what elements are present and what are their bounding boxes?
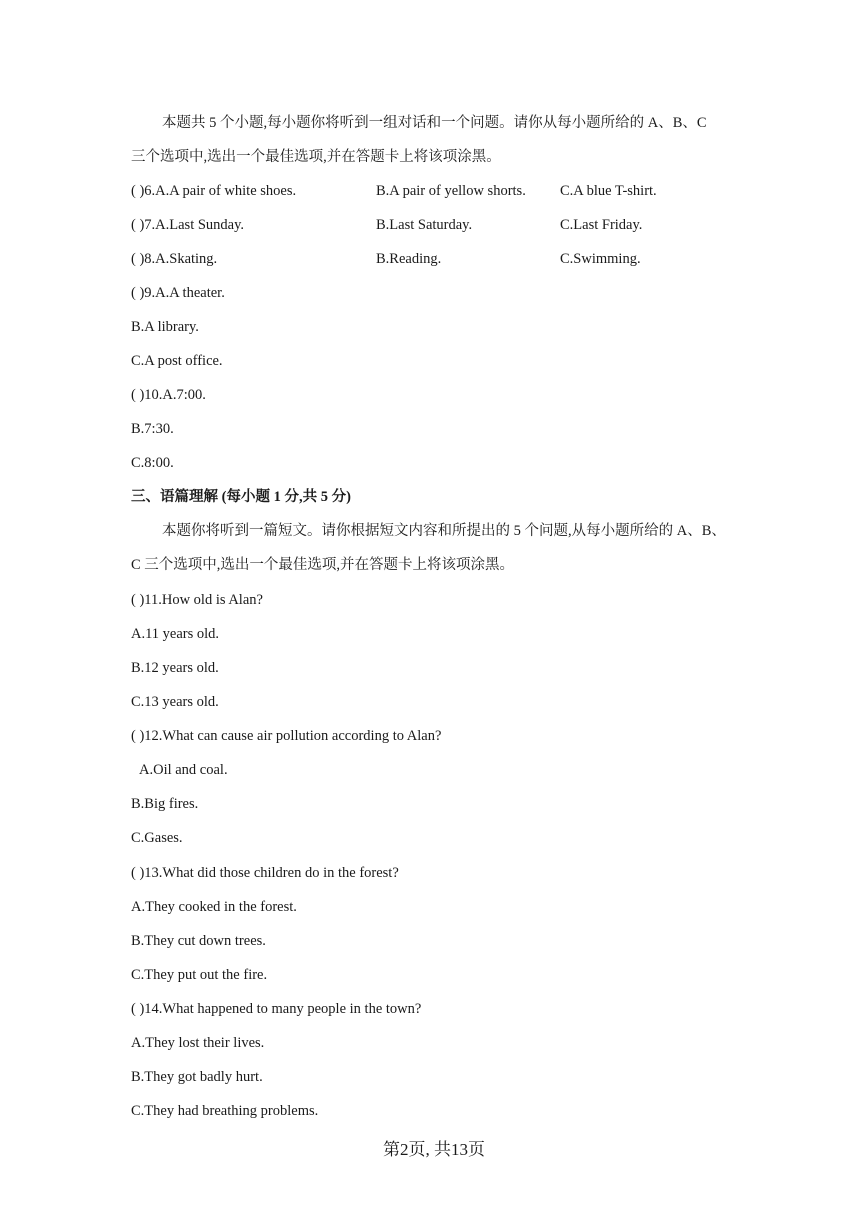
question-10-stem: ( )10.A.7:00. bbox=[131, 387, 206, 403]
question-13-stem: ( )13.What did those children do in the forest? bbox=[131, 865, 399, 881]
question-13-option-a: A.They cooked in the forest. bbox=[131, 899, 297, 915]
question-7-option-c: C.Last Friday. bbox=[560, 217, 643, 233]
question-10-option-c: C.8:00. bbox=[131, 455, 174, 471]
question-9-option-b: B.A library. bbox=[131, 319, 199, 335]
question-14-option-c: C.They had breathing problems. bbox=[131, 1103, 319, 1119]
question-14-stem: ( )14.What happened to many people in the town? bbox=[131, 1001, 422, 1017]
question-9-option-c: C.A post office. bbox=[131, 353, 223, 369]
question-13-option-c: C.They put out the fire. bbox=[131, 967, 268, 983]
question-10-option-b: B.7:30. bbox=[131, 421, 174, 437]
question-11-option-c: C.13 years old. bbox=[131, 694, 219, 710]
question-7-stem: ( )7.A.Last Sunday. bbox=[131, 217, 245, 233]
section-3-instruction-line-2: C 三个选项中,选出一个最佳选项,并在答题卡上将该项涂黑。 bbox=[131, 557, 515, 573]
instruction-line-2: 三个选项中,选出一个最佳选项,并在答题卡上将该项涂黑。 bbox=[131, 149, 501, 165]
question-8-option-c: C.Swimming. bbox=[560, 251, 641, 267]
question-6-option-c: C.A blue T-shirt. bbox=[560, 183, 657, 199]
question-7-option-b: B.Last Saturday. bbox=[376, 217, 473, 233]
section-3-instruction-line-1: 本题你将听到一篇短文。请你根据短文内容和所提出的 5 个问题,从每小题所给的 A、B、 bbox=[162, 523, 726, 539]
question-13-option-b: B.They cut down trees. bbox=[131, 933, 266, 949]
question-12-option-c: C.Gases. bbox=[131, 830, 183, 846]
question-8-option-b: B.Reading. bbox=[376, 251, 442, 267]
question-9-stem: ( )9.A.A theater. bbox=[131, 285, 225, 301]
question-6-option-b: B.A pair of yellow shorts. bbox=[376, 183, 526, 199]
question-11-stem: ( )11.How old is Alan? bbox=[131, 592, 263, 608]
question-12-stem: ( )12.What can cause air pollution according to Alan? bbox=[131, 728, 442, 744]
question-8-stem: ( )8.A.Skating. bbox=[131, 251, 218, 267]
question-11-option-b: B.12 years old. bbox=[131, 660, 219, 676]
question-6-stem: ( )6.A.A pair of white shoes. bbox=[131, 183, 297, 199]
question-12-option-a: A.Oil and coal. bbox=[139, 762, 228, 778]
question-11-option-a: A.11 years old. bbox=[131, 626, 220, 642]
question-14-option-a: A.They lost their lives. bbox=[131, 1035, 265, 1051]
question-12-option-b: B.Big fires. bbox=[131, 796, 199, 812]
instruction-line-1: 本题共 5 个小题,每小题你将听到一组对话和一个问题。请你从每小题所给的 A、B、C bbox=[162, 115, 707, 131]
page-number: 第2页, 共13页 bbox=[383, 1140, 485, 1159]
section-3-heading: 三、语篇理解 (每小题 1 分,共 5 分) bbox=[131, 489, 351, 505]
question-14-option-b: B.They got badly hurt. bbox=[131, 1069, 263, 1085]
